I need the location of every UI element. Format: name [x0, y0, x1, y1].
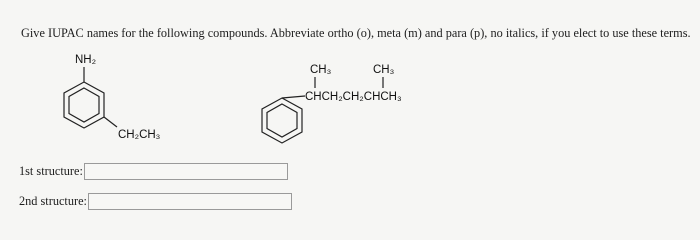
structure-2-chain-bond [282, 96, 305, 98]
structure-2 [262, 64, 402, 143]
structure-1-benzene-inner-ring [69, 88, 99, 122]
answer-input-1[interactable] [84, 163, 288, 180]
structure-1-ethyl-label: CH₂CH₃ [118, 129, 161, 141]
structure-1-amino-label: NH₂ [75, 54, 97, 66]
answer-input-2[interactable] [88, 193, 292, 210]
answer-row-2 [19, 193, 292, 210]
question-text: Give IUPAC names for the following compounds. Abbreviate ortho (o), meta (m) and para (p), no italics, if you elect to use these terms. [21, 26, 691, 40]
structure-1 [64, 54, 161, 141]
structure-2-methyl-left: CH₃ [310, 64, 332, 76]
structure-2-chain-label: CHCH₂CH₂CHCH₃ [305, 91, 402, 103]
answer-row-1 [19, 163, 288, 180]
answer-label-1: 1st structure: [19, 164, 83, 178]
structure-1-benzene-ring [64, 82, 104, 128]
structure-1-ethyl-bond [104, 117, 117, 127]
structure-2-benzene-ring [262, 98, 302, 143]
structure-2-benzene-inner-ring [267, 104, 297, 137]
structure-2-methyl-right: CH₃ [373, 64, 395, 76]
answer-label-2: 2nd structure: [19, 194, 87, 208]
